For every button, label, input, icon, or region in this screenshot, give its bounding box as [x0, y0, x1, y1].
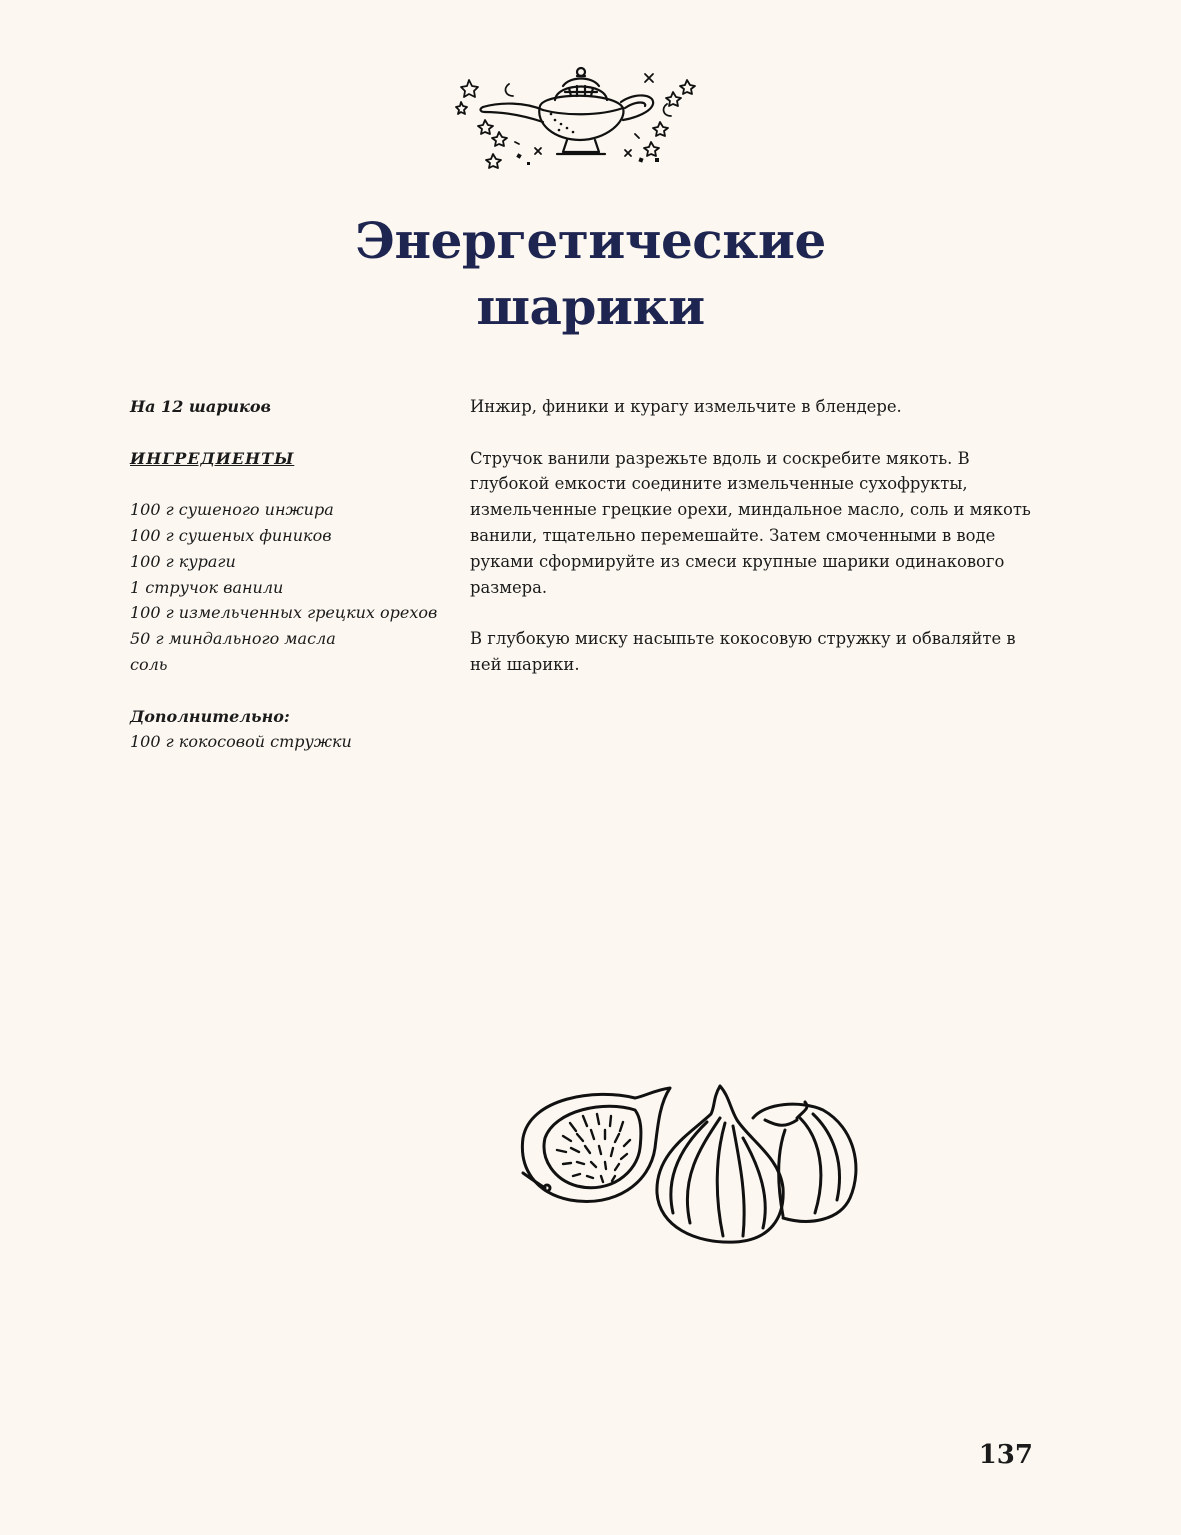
- ingredient-item: 50 г миндального масла: [130, 629, 336, 649]
- recipe-title: [0, 208, 1181, 340]
- recipe-title-line-2: шарики: [476, 277, 705, 336]
- ingredients-column: [130, 394, 450, 755]
- recipe-title-line-1: Энергетические: [355, 211, 826, 270]
- ingredients-heading: ИНГРЕДИЕНТЫ: [130, 448, 295, 468]
- ingredient-item: 100 г сушеных фиников: [130, 525, 332, 545]
- servings: На 12 шариков: [130, 397, 272, 416]
- step-paragraph: В глубокую миску насыпьте кокосовую стружку и обваляйте в ней шарики.: [470, 629, 1016, 674]
- ingredient-item: 100 г измельченных грецких орехов: [130, 603, 438, 623]
- ingredient-item: 100 г кураги: [130, 551, 236, 571]
- instructions-column: [470, 394, 1035, 704]
- ingredient-item: 1 стручок ванили: [130, 577, 284, 597]
- ingredient-item: 100 г сушеного инжира: [130, 500, 334, 520]
- magic-lamp-icon: [455, 62, 705, 177]
- step-paragraph: Инжир, финики и курагу измельчите в блендере.: [470, 397, 902, 416]
- page-number: 137: [978, 1440, 1033, 1470]
- extra-heading: Дополнительно:: [130, 706, 290, 726]
- extra-list: [130, 729, 450, 755]
- ingredients-list: [130, 497, 450, 678]
- step-paragraph: Стручок ванили разрежьте вдоль и соскребите мякоть. В глубокой емкости соедините измельченные сухофрукты, измельченные грецкие орехи, миндальное масло, соль и мякоть ванили, тщательно перемешайте. Затем смоченными в воде руками сформируйте из смеси крупные шарики одинакового размера.: [470, 448, 1031, 597]
- extra-item: 100 г кокосовой стружки: [130, 732, 352, 752]
- ingredient-item: соль: [130, 654, 168, 674]
- figs-illustration: [515, 1078, 865, 1250]
